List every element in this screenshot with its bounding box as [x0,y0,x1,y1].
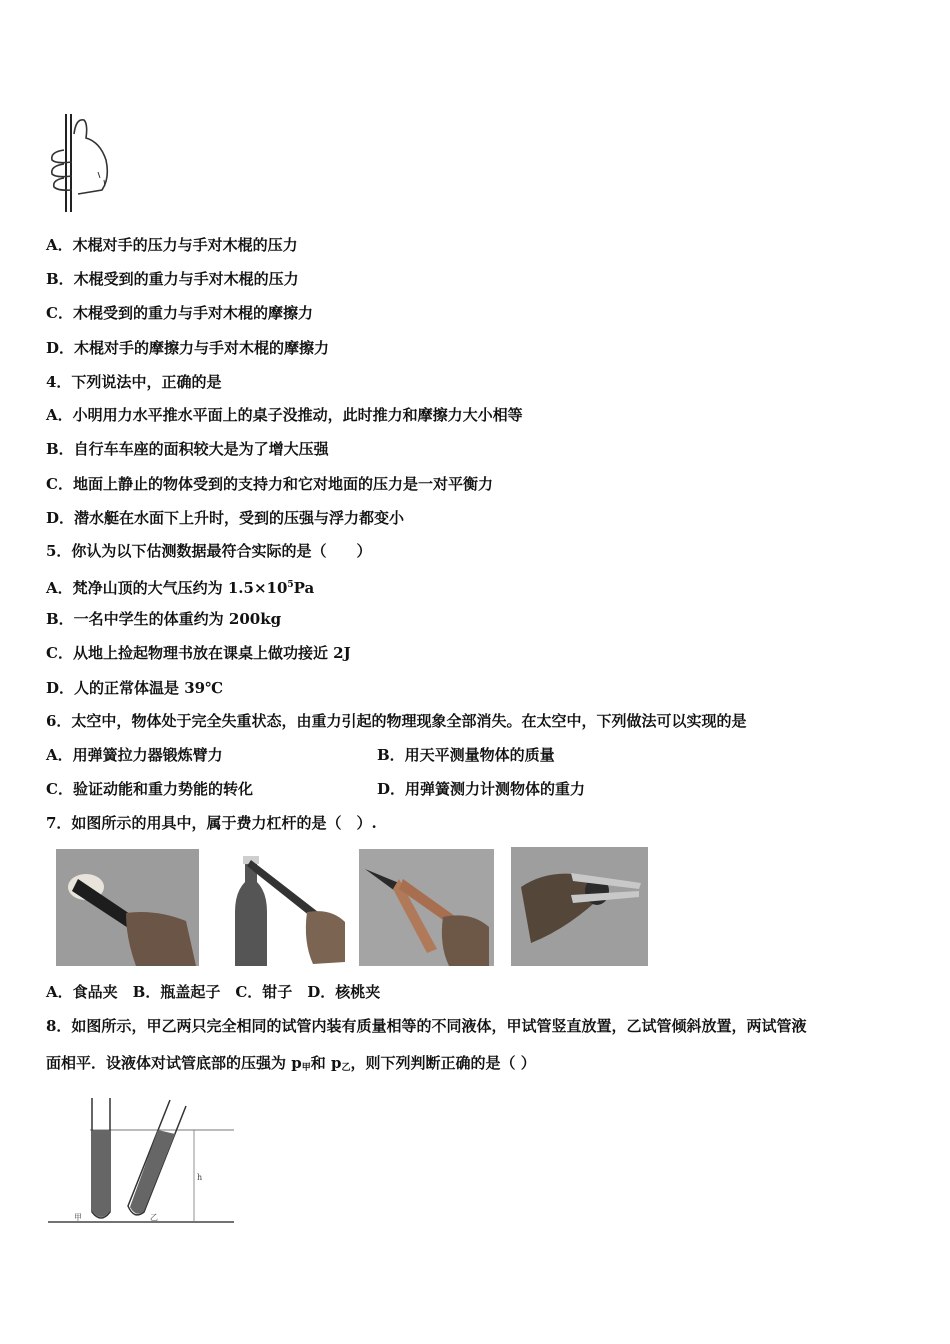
q8-stem-post: ，则下列判断正确的是（ ） [350,1054,536,1072]
q8-subscript-b: 乙 [341,1063,351,1073]
q4-option-b: B．自行车车座的面积较大是为了增大压强 [46,440,329,458]
q5-option-a-exponent: 5 [287,580,294,590]
height-label-h: h [197,1173,203,1182]
q5-option-a-unit: Pa [293,579,315,597]
q4-stem: 4．下列说法中，正确的是 [46,373,222,391]
q6-option-b: B．用天平测量物体的质量 [377,746,555,764]
q6-option-c: C．验证动能和重力势能的转化 [46,780,253,798]
q8-stem-line2 [46,1053,536,1078]
q5-option-d: D．人的正常体温是 39℃ [46,679,224,697]
q3-option-c: C．木棍受到的重力与手对木棍的摩擦力 [46,304,313,322]
q6-stem: 6．太空中，物体处于完全失重状态，由重力引起的物理现象全部消失。在太空中，下列做法可以实现的是 [46,712,747,730]
food-tongs-photo [56,849,199,966]
q8-stem-line1: 8．如图所示，甲乙两只完全相同的试管内装有质量相等的不同液体，甲试管竖直放置，乙试管倾斜放置，两试管液 [46,1017,807,1035]
nutcracker-photo [511,847,648,966]
q4-option-a: A．小明用力水平推水平面上的桌子没推动，此时推力和摩擦力大小相等 [46,406,523,424]
q5-option-b: B．一名中学生的体重约为 200kg [46,610,282,628]
q7-stem: 7．如图所示的用具中，属于费力杠杆的是（ ）. [46,814,377,832]
q8-stem-pre: 面相平．设液体对试管底部的压强为 p [46,1054,302,1072]
tube-label-b: 乙 [150,1213,158,1222]
q3-option-a: A．木棍对手的压力与手对木棍的压力 [46,236,298,254]
q4-option-d: D．潜水艇在水面下上升时，受到的压强与浮力都变小 [46,509,405,527]
tube-label-a: 甲 [74,1213,82,1222]
q8-subscript-a: 甲 [301,1063,311,1073]
q7-options: A．食品夹 B．瓶盖起子 C．钳子 D．核桃夹 [46,983,381,1001]
q6-option-d: D．用弹簧测力计测物体的重力 [377,780,586,798]
q6-option-a: A．用弹簧拉力器锻炼臂力 [46,746,223,764]
q5-option-c: C．从地上捡起物理书放在课桌上做功接近 2J [46,644,351,662]
q5-stem: 5．你认为以下估测数据最符合实际的是（ ） [46,542,372,560]
bottle-opener-photo [221,852,347,966]
q3-option-d: D．木棍对手的摩擦力与手对木棍的摩擦力 [46,339,330,357]
hand-stick-figure [44,108,124,218]
test-tubes-figure [44,1094,244,1229]
pliers-photo [359,849,494,966]
q5-option-a [46,575,314,598]
q5-option-a-text: A．梵净山顶的大气压约为 1.5×10 [46,579,288,597]
q8-stem-mid: 和 p [310,1054,342,1072]
q3-option-b: B．木棍受到的重力与手对木棍的压力 [46,270,299,288]
q4-option-c: C．地面上静止的物体受到的支持力和它对地面的压力是一对平衡力 [46,475,493,493]
